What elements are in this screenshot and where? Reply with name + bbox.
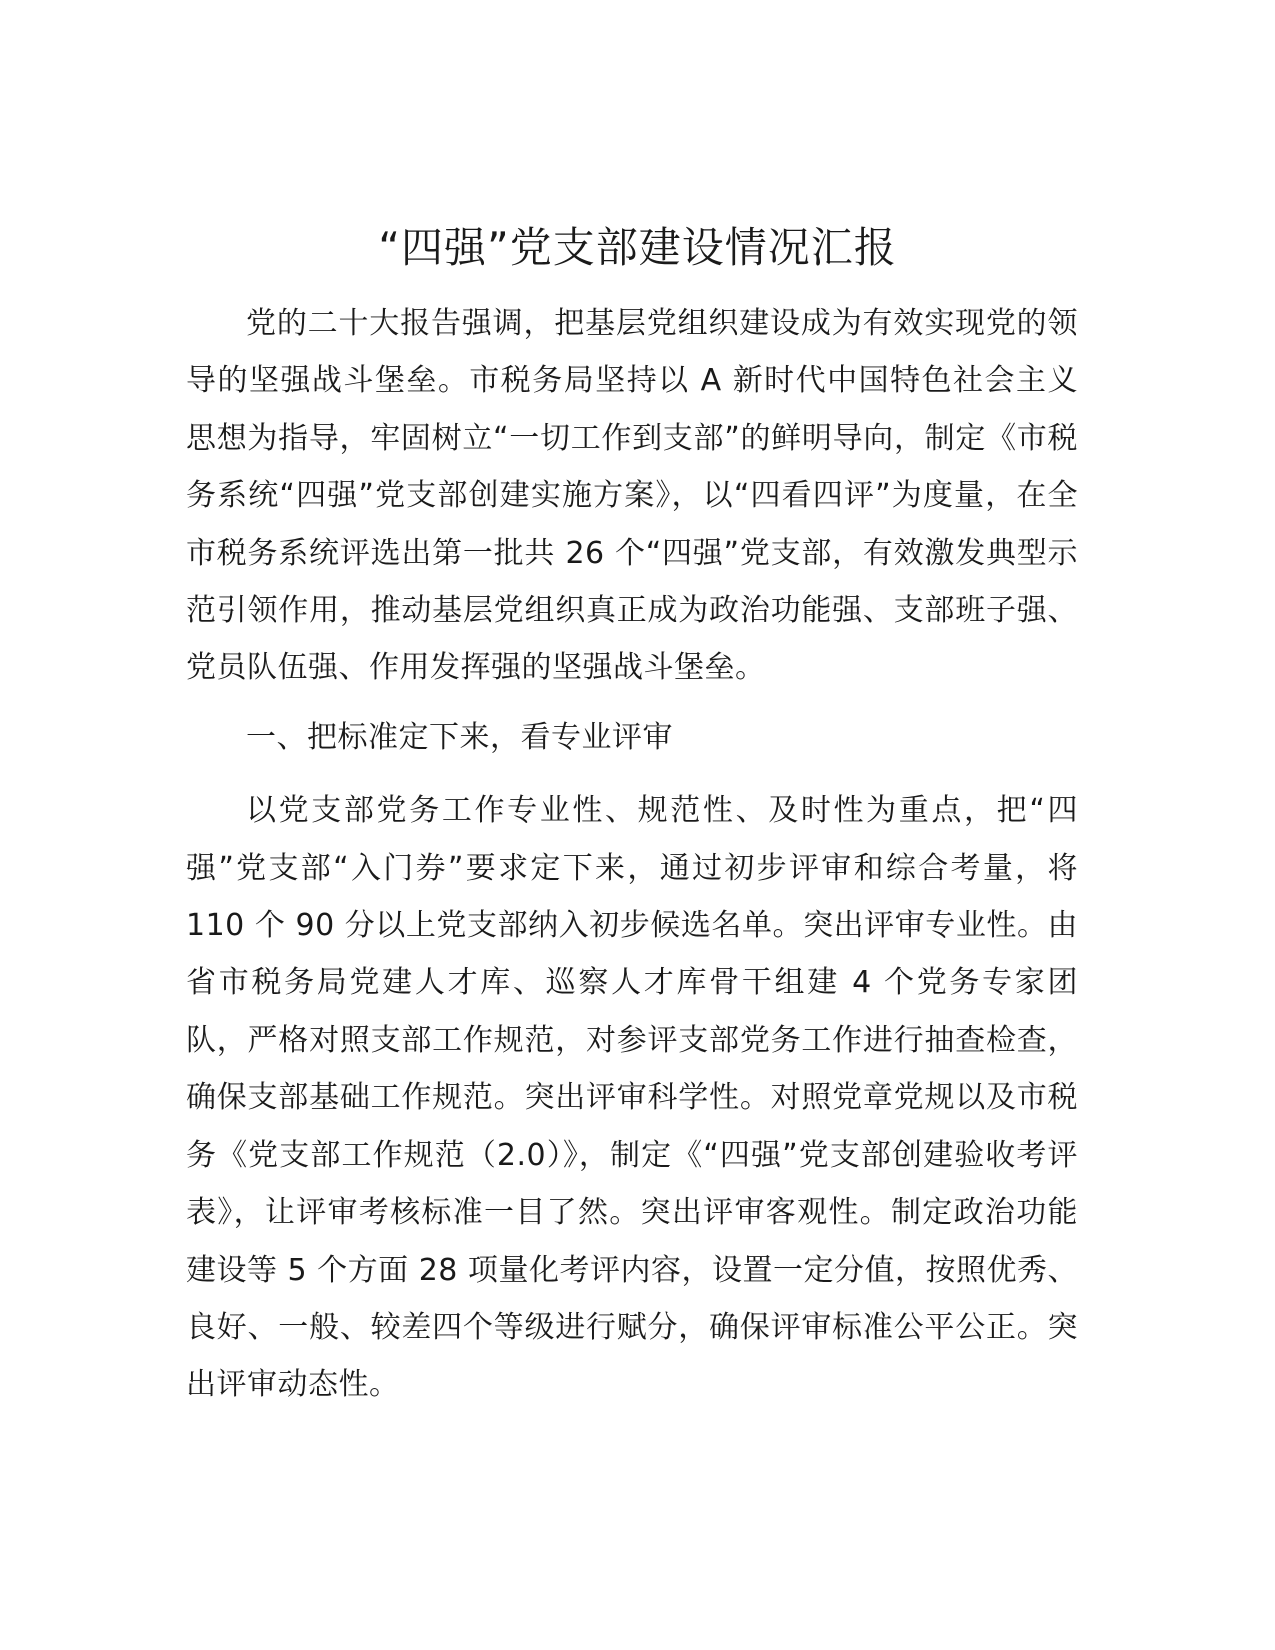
document-title: “四强”党支部建设情况汇报 [378, 223, 897, 272]
section-heading: 一、把标准定下来，看专业评审 [246, 719, 673, 755]
section-paragraph: 以党支部党务工作专业性、规范性、及时性为重点，把“四强”党支部“入门券”要求定下来，通过初步评审和综合考量，将 110 个 90 分以上党支部纳入初步候选名单。突出评审专业性。由省市税务局党建人才库、巡察人才库骨干组建 4 个党务专家团队，严格对照支部工作规范，对参评支部党务工作进行抽查检查，确保支部基础工作规范。突出评审科学性。对照党章党规以及市税务《党支部工作规范（2.0）》，制定《“四强”党支部创建验收考评表》，让评审考核标准一目了然。突出评审客观性。制定政治功能建设等 5 个方面 28 项量化考评内容，设置一定分值，按照优秀、良好、一般、较差四个等级进行赋分，确保评审标准公平公正。突出评审动态性。 [186, 793, 1078, 1403]
intro-paragraph: 党的二十大报告强调，把基层党组织建设成为有效实现党的领导的坚强战斗堡垒。市税务局坚持以 A 新时代中国特色社会主义思想为指导，牢固树立“一切工作到支部”的鲜明导向，制定《市税务系统“四强”党支部创建实施方案》，以“四看四评”为度量，在全市税务系统评选出第一批共 26 个“四强”党支部，有效激发典型示范引领作用，推动基层党组织真正成为政治功能强、支部班子强、党员队伍强、作用发挥强的坚强战斗堡垒。 [186, 306, 1078, 686]
document-body [186, 295, 1078, 1414]
